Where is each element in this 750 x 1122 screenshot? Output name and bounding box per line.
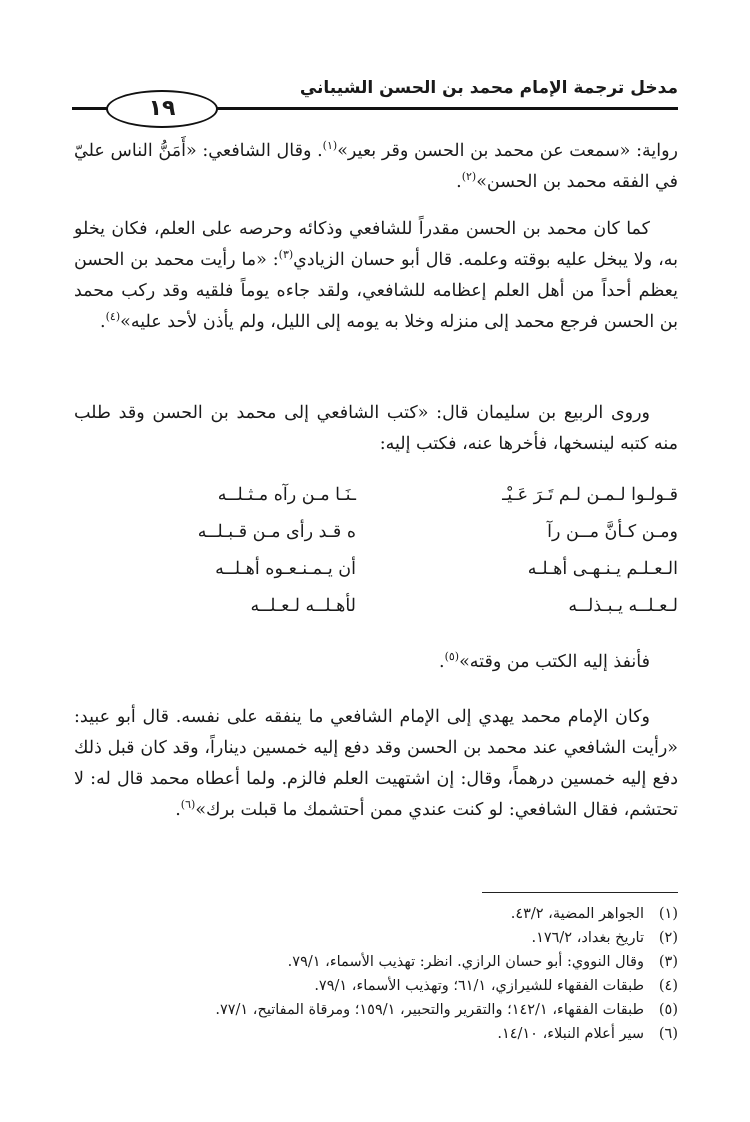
footnote-text: طبقات الفقهاء، ١٤٢/١؛ والتقرير والتحبير، ١٥٩/١؛ ومرقاة المفاتيح، ٧٧/١. xyxy=(215,1002,644,1018)
footnote-text: تاريخ بغداد، ١٧٦/٢. xyxy=(531,930,644,946)
verse-second-hemistich: ه قـد رأى مـن قـبـلــه xyxy=(197,522,356,542)
footnote-number: (٤) xyxy=(658,978,678,994)
verse-line xyxy=(74,596,678,633)
footnote-text: وقال النووي: أبو حسان الرازي. انظر: تهذيب الأسماء، ٧٩/١. xyxy=(287,954,644,970)
verse-second-hemistich: لأهـلــه لـعـلــه xyxy=(250,596,356,616)
paragraph-text: وكان الإمام محمد يهدي إلى الإمام الشافعي ما ينفقه على نفسه. قال أبو عبيد: «رأيت الشافعي عند محمد بن الحسن وقد دفع إليه خمسين ديناراً، وقد كان قبل ذلك دفع إليه خمسين درهماً، وقال: إن اشتهيت العلم فالزم. ولما أعطاه محمد قال له: لا تحتشم، فقال الشافعي: لو كنت عندي ممن أحتشمك ما قبلت برك» xyxy=(74,707,678,820)
footnote xyxy=(74,974,678,998)
paragraph-end: . xyxy=(456,172,462,192)
footnote-number: (٣) xyxy=(658,954,678,970)
footnote-number: (٢) xyxy=(658,930,678,946)
footnote xyxy=(74,902,678,926)
footnote-ref: (٣) xyxy=(278,248,294,262)
verse-first-hemistich: لـعـلــه يـبـذلــه xyxy=(568,596,678,616)
verse-second-hemistich: ـنَـا مـن رآه مـثـلــه xyxy=(217,485,356,505)
verse-first-hemistich: ومـن كـأنَّ مــن رآ xyxy=(547,522,678,542)
verse-second-hemistich: أن يـمـنـعـوه أهـلــه xyxy=(215,559,356,579)
paragraph-text: فأنفذ إليه الكتب من وقته» xyxy=(459,652,650,672)
paragraph-text: رواية: «سمعت عن محمد بن الحسن وقر بعير» xyxy=(337,141,678,161)
paragraph-text: وروى الربيع بن سليمان قال: «كتب الشافعي إلى محمد بن الحسن وقد طلب منه كتبه لينسخها، فأخرها عنه، فكتب إليه: xyxy=(74,403,678,454)
footnote-ref: (١) xyxy=(322,139,338,153)
paragraph-3 xyxy=(74,398,678,460)
page-number: ١٩ xyxy=(106,90,218,128)
footnote-ref: (٥) xyxy=(444,650,460,664)
footnotes xyxy=(74,902,678,1046)
footnote-text: طبقات الفقهاء للشيرازي، ٦١/١؛ وتهذيب الأسماء، ٧٩/١. xyxy=(314,978,644,994)
paragraph-1 xyxy=(74,136,678,198)
verse-first-hemistich: قـولـوا لـمـن لـم تَـرَ عَـيْـ xyxy=(502,485,678,505)
paragraph-text: كما كان محمد بن الحسن مقدراً للشافعي وذكائه وحرصه على العلم، فكان يخلو به، ولا يبخل عليه بوقته وعلمه. قال أبو حسان الزيادي xyxy=(74,219,678,270)
paragraph-4 xyxy=(74,702,678,826)
paragraph-end: . xyxy=(100,312,106,332)
verse-line xyxy=(74,559,678,596)
footnote xyxy=(74,950,678,974)
footnote-ref: (٦) xyxy=(180,798,196,812)
footnote-ref: (٢) xyxy=(461,170,477,184)
footnote-separator xyxy=(482,892,678,893)
verse-line xyxy=(74,485,678,522)
paragraph-2 xyxy=(74,214,678,338)
footnote xyxy=(74,926,678,950)
footnote-number: (١) xyxy=(658,906,678,922)
footnote-number: (٦) xyxy=(658,1026,678,1042)
paragraph-text: . وقال الشافعي: «أَمَنُّ الناس عليّ في الفقه محمد بن الحسن» xyxy=(74,141,678,192)
poem xyxy=(74,485,678,633)
verse-line xyxy=(74,522,678,559)
footnote-text: الجواهر المضية، ٤٣/٢. xyxy=(510,906,644,922)
footnote-text: سير أعلام النبلاء، ١٤/١٠. xyxy=(497,1026,644,1042)
after-verses xyxy=(74,647,678,678)
running-title: مدخل ترجمة الإمام محمد بن الحسن الشيباني xyxy=(299,78,678,98)
verse-first-hemistich: الـعـلـم يـنـهـى أهـلـه xyxy=(527,559,678,579)
paragraph-end: . xyxy=(175,800,181,820)
page-header xyxy=(72,78,678,122)
footnote-ref: (٤) xyxy=(105,310,121,324)
paragraph-end: . xyxy=(438,652,445,672)
footnote xyxy=(74,1022,678,1046)
footnote xyxy=(74,998,678,1022)
paragraph-text: : «ما رأيت محمد بن الحسن يعظم أحداً من أهل العلم إعظامه للشافعي، ولقد جاءه يوماً فلقيه وقد ركب محمد بن الحسن فرجع محمد إلى منزله وخلا به يومه إلى الليل، ولم يأذن لأحد عليه» xyxy=(74,250,678,332)
footnote-number: (٥) xyxy=(658,1002,678,1018)
